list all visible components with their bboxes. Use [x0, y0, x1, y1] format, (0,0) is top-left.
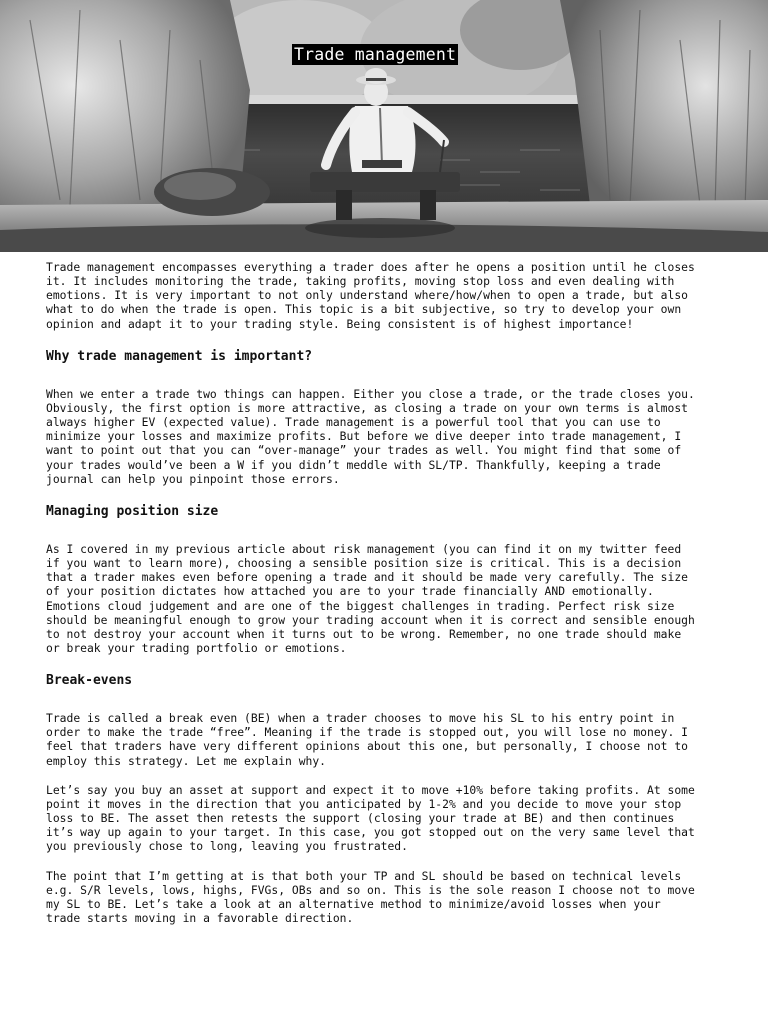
section-paragraph: As I covered in my previous article about risk management (you can find it on my twitter feed if you want to learn more), choosing a sensible position size is critical. This is a decision that a trader makes even before opening a trade and it should be made very carefully. The size of your position dictates how attached you are to your trade financially AND emotionally. Emotions cloud judgement and are one of the biggest challenges in trading. Perfect risk size should be meaningful enough to grow your trading account when it is correct and sensible enough to not destroy your account when it turns out to be wrong. Remember, no one trade should make or break your trading portfolio or emotions. [46, 541, 695, 655]
intro-paragraph: Trade management encompasses everything a trader does after he opens a position until he closes it. It includes monitoring the trade, taking profits, moving stop loss and even dealing with emotions. It is very important to not only understand where/how/when to open a trade, but also what to do when the trade is open. This topic is a bit subjective, so try to develop your own opinion and adapt it to your trading style. Being consistent is of highest importance! [46, 260, 695, 331]
section-paragraph: Trade is called a break even (BE) when a trader chooses to move his SL to his entry point in order to make the trade “free”. Meaning if the trade is stopped out, you will lose no money. I feel that traders have very different opinions about this one, but personally, I choose not to employ this strategy. Let me explain why. [46, 711, 688, 768]
section-heading-break-evens: Break-evens [46, 673, 133, 689]
section-heading-why: Why trade management is important? [46, 348, 313, 364]
section-paragraph: Let’s say you buy an asset at support and expect it to move +10% before taking profits. At some point it moves in the direction that you anticipated by 1-2% and you decide to move your stop loss to BE. The asset then retests the support (closing your trade at BE) and then continues it’s way up again to your target. In this case, you got stopped out on the very same level that you previously chose to long, leaving you frustrated. [46, 782, 695, 854]
page-title: Trade management [294, 45, 457, 64]
article-body [46, 260, 736, 940]
section-paragraph: When we enter a trade two things can happen. Either you close a trade, or the trade closes you. Obviously, the first option is more attractive, as closing a trade on your own terms is almost always higher EV (expected value). Trade management is a powerful tool that you can use to minimize your losses and maximize profits. But before we dive deeper into trade management, I want to point out that you can “over-manage” your trades as well. You might find that some of your trades would’ve been a W if you didn’t meddle with SL/TP. Thankfully, keeping a trade journal can help you pinpoint those errors. [46, 386, 695, 486]
lake-bench-photo [0, 0, 768, 252]
header-image [0, 0, 768, 252]
section-heading-position-size: Managing position size [46, 503, 219, 519]
section-paragraph: The point that I’m getting at is that both your TP and SL should be based on technical levels e.g. S/R levels, lows, highs, FVGs, OBs and so on. This is the sole reason I choose not to move my SL to BE. Let’s take a look at an alternative method to minimize/avoid losses when your trade starts moving in a favorable direction. [46, 868, 695, 925]
